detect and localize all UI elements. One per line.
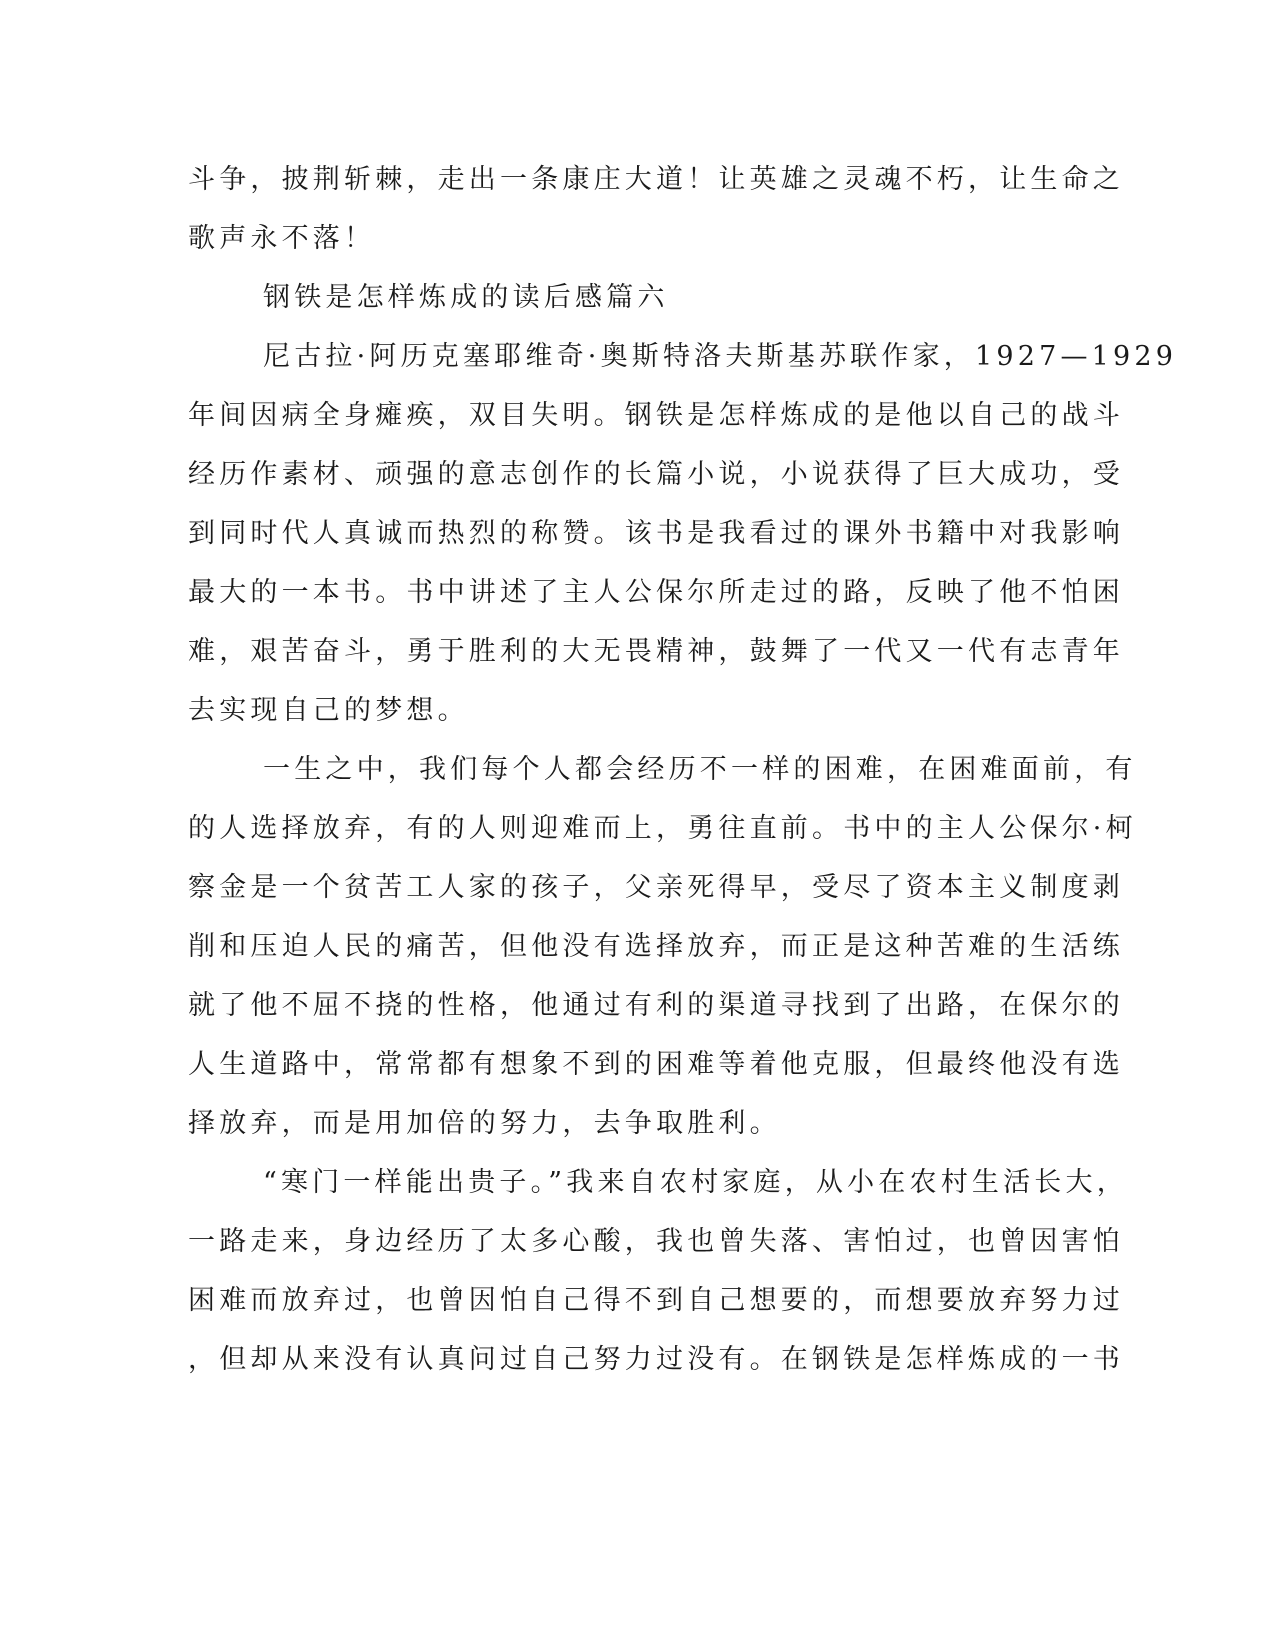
text-line: 择放弃，而是用加倍的努力，去争取胜利。: [188, 1108, 781, 1139]
text-line: 削和压迫人民的痛苦，但他没有选择放弃，而正是这种苦难的生活练: [188, 931, 1124, 962]
text-line: 到同时代人真诚而热烈的称赞。该书是我看过的课外书籍中对我影响: [188, 518, 1124, 549]
text-line: 难，艰苦奋斗，勇于胜利的大无畏精神，鼓舞了一代又一代有志青年: [188, 636, 1124, 667]
text-line: “寒门一样能出贵子。”我来自农村家庭，从小在农村生活长大，: [263, 1167, 1128, 1198]
text-line: 察金是一个贫苦工人家的孩子，父亲死得早，受尽了资本主义制度剥: [188, 872, 1124, 903]
text-line: 人生道路中，常常都有想象不到的困难等着他克服，但最终他没有选: [188, 1049, 1124, 1080]
text-line: 就了他不屈不挠的性格，他通过有利的渠道寻找到了出路，在保尔的: [188, 990, 1124, 1021]
text-line: 经历作素材、顽强的意志创作的长篇小说，小说获得了巨大成功，受: [188, 459, 1124, 490]
text-line: ，但却从来没有认真问过自己努力过没有。在钢铁是怎样炼成的一书: [188, 1344, 1124, 1375]
text-line: 最大的一本书。书中讲述了主人公保尔所走过的路，反映了他不怕困: [188, 577, 1124, 608]
text-line: 斗争，披荆斩棘，走出一条康庄大道！让英雄之灵魂不朽，让生命之: [188, 164, 1124, 195]
text-line: 困难而放弃过，也曾因怕自己得不到自己想要的，而想要放弃努力过: [188, 1285, 1124, 1316]
text-line: 一路走来，身边经历了太多心酸，我也曾失落、害怕过，也曾因害怕: [188, 1226, 1124, 1257]
text-line: 去实现自己的梦想。: [188, 695, 469, 726]
text-line: 一生之中，我们每个人都会经历不一样的困难，在困难面前，有: [263, 754, 1137, 785]
text-line: 年间因病全身瘫痪，双目失明。钢铁是怎样炼成的是他以自己的战斗: [188, 400, 1124, 431]
text-line: 的人选择放弃，有的人则迎难而上，勇往直前。书中的主人公保尔·柯: [188, 813, 1137, 844]
text-line: 歌声永不落！: [188, 223, 376, 254]
text-line: 尼古拉·阿历克塞耶维奇·奥斯特洛夫斯基苏联作家，1927—1929: [263, 341, 1178, 372]
section-heading: 钢铁是怎样炼成的读后感篇六: [263, 282, 669, 313]
